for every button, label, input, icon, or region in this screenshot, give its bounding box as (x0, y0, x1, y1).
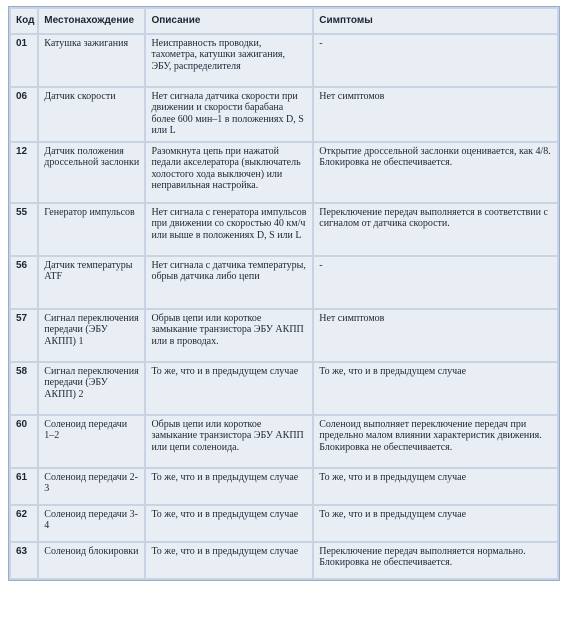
location-cell: Соленоид передачи 1–2 (39, 416, 144, 467)
code-cell: 06 (11, 88, 37, 141)
location-cell: Датчик температуры ATF (39, 257, 144, 308)
location-cell: Генератор импульсов (39, 204, 144, 255)
code-cell: 61 (11, 469, 37, 504)
table-row (11, 363, 557, 414)
header-code: Код (11, 9, 37, 33)
location-cell: Сигнал переключения передачи (ЭБУ АКПП) 1 (39, 310, 144, 361)
symptoms-cell: Переключение передач выполняется в соответствии с сигналом от датчика скорости. (314, 204, 557, 255)
table-row (11, 35, 557, 86)
code-cell: 63 (11, 543, 37, 578)
description-cell: Неисправность проводки, тахометра, катушки зажигания, ЭБУ, распределителя (146, 35, 312, 86)
location-cell: Датчик положения дроссельной заслонки (39, 143, 144, 202)
table-row (11, 416, 557, 467)
symptoms-cell: То же, что и в предыдущем случае (314, 469, 557, 504)
description-cell: То же, что и в предыдущем случае (146, 543, 312, 578)
header-symptoms: Симптомы (314, 9, 557, 33)
header-description: Описание (146, 9, 312, 33)
table-row (11, 469, 557, 504)
code-cell: 12 (11, 143, 37, 202)
description-cell: Нет сигнала с генератора импульсов при движении со скоростью 40 км/ч или выше в положениях D, S или L (146, 204, 312, 255)
symptoms-cell: Соленоид выполняет переключение передач при предельно малом влиянии характеристик движения. Блокировка не обеспечивается. (314, 416, 557, 467)
trouble-codes-table (8, 6, 560, 581)
description-cell: Нет сигнала датчика скорости при движении и скорости барабана более 600 мин–1 в положениях D, S или L (146, 88, 312, 141)
location-cell: Катушка зажигания (39, 35, 144, 86)
table-row (11, 88, 557, 141)
code-cell: 01 (11, 35, 37, 86)
location-cell: Соленоид блокировки (39, 543, 144, 578)
location-cell: Соленоид передачи 2-3 (39, 469, 144, 504)
description-cell: Нет сигнала с датчика температуры, обрыв датчика либо цепи (146, 257, 312, 308)
table-row (11, 310, 557, 361)
location-cell: Сигнал переключения передачи (ЭБУ АКПП) 2 (39, 363, 144, 414)
code-cell: 56 (11, 257, 37, 308)
symptoms-cell: - (314, 35, 557, 86)
description-cell: То же, что и в предыдущем случае (146, 506, 312, 541)
symptoms-cell: То же, что и в предыдущем случае (314, 363, 557, 414)
code-cell: 55 (11, 204, 37, 255)
table-row (11, 506, 557, 541)
description-cell: То же, что и в предыдущем случае (146, 469, 312, 504)
location-cell: Соленоид передачи 3-4 (39, 506, 144, 541)
table-row (11, 543, 557, 578)
description-cell: Разомкнута цепь при нажатой педали акселератора (выключатель холостого хода выключен) или неправильная настройка. (146, 143, 312, 202)
symptoms-cell: То же, что и в предыдущем случае (314, 506, 557, 541)
table-row (11, 204, 557, 255)
symptoms-cell: Нет симптомов (314, 310, 557, 361)
symptoms-cell: Переключение передач выполняется нормально. Блокировка не обеспечивается. (314, 543, 557, 578)
location-cell: Датчик скорости (39, 88, 144, 141)
description-cell: Обрыв цепи или короткое замыкание транзистора ЭБУ АКПП или цепи соленоида. (146, 416, 312, 467)
table-row (11, 143, 557, 202)
symptoms-cell: - (314, 257, 557, 308)
description-cell: То же, что и в предыдущем случае (146, 363, 312, 414)
code-cell: 62 (11, 506, 37, 541)
description-cell: Обрыв цепи или короткое замыкание транзистора ЭБУ АКПП или в проводах. (146, 310, 312, 361)
code-cell: 60 (11, 416, 37, 467)
code-cell: 58 (11, 363, 37, 414)
table-row (11, 257, 557, 308)
document-page (8, 6, 560, 581)
symptoms-cell: Открытие дроссельной заслонки оценивается, как 4/8. Блокировка не обеспечивается. (314, 143, 557, 202)
header-location: Местонахождение (39, 9, 144, 33)
symptoms-cell: Нет симптомов (314, 88, 557, 141)
table-header-row (11, 9, 557, 33)
code-cell: 57 (11, 310, 37, 361)
